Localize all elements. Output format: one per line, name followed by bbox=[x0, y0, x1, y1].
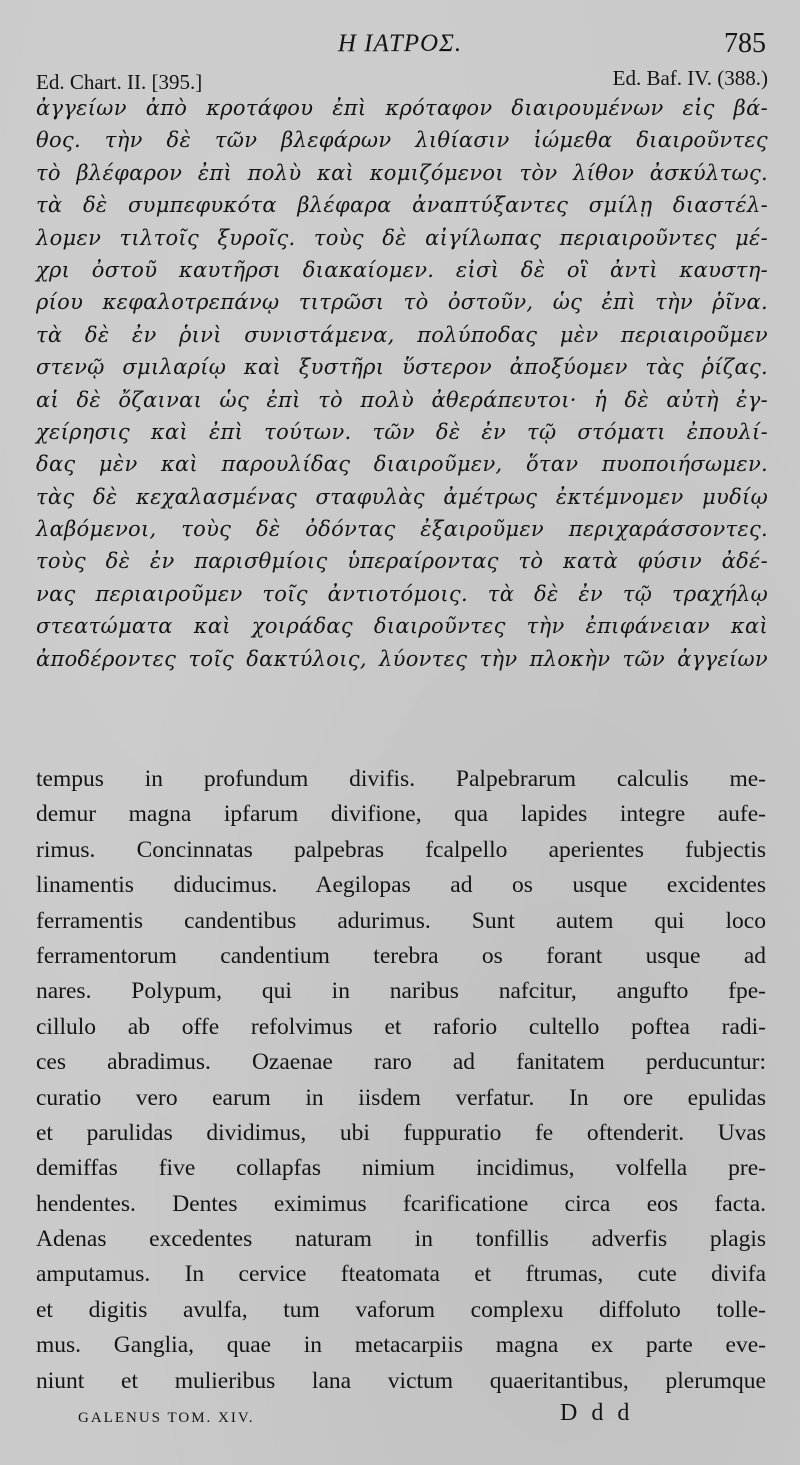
latin-line: amputamus. In cervice fteatomata et ftrumas, cute divifa bbox=[36, 1261, 766, 1288]
latin-text-block bbox=[36, 762, 766, 1399]
greek-line: στενῷ σμιλαρίῳ καὶ ξυστῆρι ὕστερον ἀποξύομεν τὰς ῥίζας. bbox=[36, 355, 768, 380]
page-number: 785 bbox=[724, 28, 766, 59]
greek-line: στεατώματα καὶ χοιράδας διαιροῦντες τὴν ἐπιφάνειαν καὶ bbox=[36, 614, 768, 639]
greek-line: λομεν τιλτοῖς ξυροῖς. τοὺς δὲ αἰγίλωπας περιαιροῦντες μέ- bbox=[36, 225, 768, 250]
greek-line: τοὺς δὲ ἐν παρισθμίοις ὑπεραίροντας τὸ κατὰ φύσιν ἀδέ- bbox=[36, 549, 768, 574]
greek-line: τὰ δὲ συμπεφυκότα βλέφαρα ἀναπτύξαντες σμίλῃ διαστέλ- bbox=[36, 193, 768, 218]
latin-line: Adenas excedentes naturam in tonfillis adverfis plagis bbox=[36, 1226, 766, 1253]
latin-line: tempus in profundum divifis. Palpebrarum calculis me- bbox=[36, 766, 766, 792]
latin-line: mus. Ganglia, quae in metacarpiis magna ex parte eve- bbox=[36, 1332, 766, 1359]
greek-line: θος. τὴν δὲ τῶν βλεφάρων λιθίασιν ἰώμεθα διαιροῦντες bbox=[36, 128, 768, 153]
greek-line: νας περιαιροῦμεν τοῖς ἀντιοτόμοις. τὰ δὲ ἐν τῷ τραχήλῳ bbox=[36, 581, 768, 606]
greek-line: τὰ δὲ ἐν ῥινὶ συνιστάμενα, πολύποδας μὲν περιαιροῦμεν bbox=[36, 322, 768, 347]
latin-line: hendentes. Dentes eximimus fcarificatione circa eos facta. bbox=[36, 1190, 766, 1217]
latin-line: ferramentis candentibus adurimus. Sunt autem qui loco bbox=[36, 907, 766, 934]
printer-signature-mark: D d d bbox=[560, 1400, 634, 1426]
latin-line: rimus. Concinnatas palpebras fcalpello aperientes fubjectis bbox=[36, 836, 766, 863]
latin-line: nares. Polypum, qui in naribus nafcitur, angufto fpe- bbox=[36, 978, 766, 1005]
greek-line: αἱ δὲ ὄζαιναι ὡς ἐπὶ τὸ πολὺ ἀθεράπευτοι· ἡ δὲ αὐτὴ ἐγ- bbox=[36, 387, 768, 412]
greek-line: δας μὲν καὶ παρουλίδας διαιροῦμεν, ὅταν πυοποιήσωμεν. bbox=[36, 452, 768, 477]
latin-line: cillulo ab offe refolvimus et raforio cultello poftea radi- bbox=[36, 1013, 766, 1040]
greek-line: ρίου κεφαλοτρεπάνῳ τιτρῶσι τὸ ὀστοῦν, ὡς ἐπὶ τὴν ῥῖνα. bbox=[36, 290, 768, 315]
edition-reference-chart: Ed. Chart. II. [395.] bbox=[36, 70, 203, 94]
greek-line: ἀποδέροντες τοῖς δακτύλοις, λύοντες τὴν πλοκὴν τῶν ἀγγείων bbox=[36, 646, 768, 671]
running-title: Η ΙΑΤΡΟΣ. bbox=[337, 30, 463, 57]
edition-reference-basel: Ed. Baf. IV. (388.) bbox=[612, 66, 768, 90]
greek-line: λαβόμενοι, τοὺς δὲ ὀδόντας ἐξαιροῦμεν περιχαράσσοντες. bbox=[36, 517, 768, 542]
latin-line: demur magna ipfarum divifione, qua lapides integre aufe- bbox=[36, 801, 766, 828]
greek-line: τὰς δὲ κεχαλασμένας σταφυλὰς ἀμέτρως ἐκτέμνομεν μυδίῳ bbox=[36, 484, 768, 509]
latin-line: et parulidas dividimus, ubi fuppuratio fe oftenderit. Uvas bbox=[36, 1119, 766, 1146]
latin-line: linamentis diducimus. Aegilopas ad os usque excidentes bbox=[36, 872, 766, 899]
volume-footer: GALENUS TOM. XIV. bbox=[78, 1410, 255, 1426]
greek-text-block bbox=[36, 92, 768, 675]
greek-line: χείρησις καὶ ἐπὶ τούτων. τῶν δὲ ἐν τῷ στόματι ἐπουλί- bbox=[36, 419, 768, 444]
latin-line: demiffas five collapfas nimium incidimus, volfella pre- bbox=[36, 1155, 766, 1182]
latin-line: ferramentorum candentium terebra os forant usque ad bbox=[36, 942, 766, 969]
latin-line: curatio vero earum in iisdem verfatur. In ore epulidas bbox=[36, 1084, 766, 1111]
latin-line: niunt et mulieribus lana victum quaeritantibus, plerumque bbox=[36, 1367, 766, 1394]
greek-line: χρι ὀστοῦ καυτῆρσι διακαίομεν. εἰσὶ δὲ οἳ ἀντὶ καυστη- bbox=[36, 257, 768, 282]
greek-line: ἀγγείων ἀπὸ κροτάφου ἐπὶ κρόταφον διαιρουμένων εἰς βά- bbox=[36, 96, 768, 120]
greek-line: τὸ βλέφαρον ἐπὶ πολὺ καὶ κομιζόμενοι τὸν λίθον ἀσκύλτως. bbox=[36, 160, 768, 185]
latin-line: ces abradimus. Ozaenae raro ad fanitatem perducuntur: bbox=[36, 1049, 766, 1076]
latin-line: et digitis avulfa, tum vaforum complexu diffoluto tolle- bbox=[36, 1296, 766, 1323]
